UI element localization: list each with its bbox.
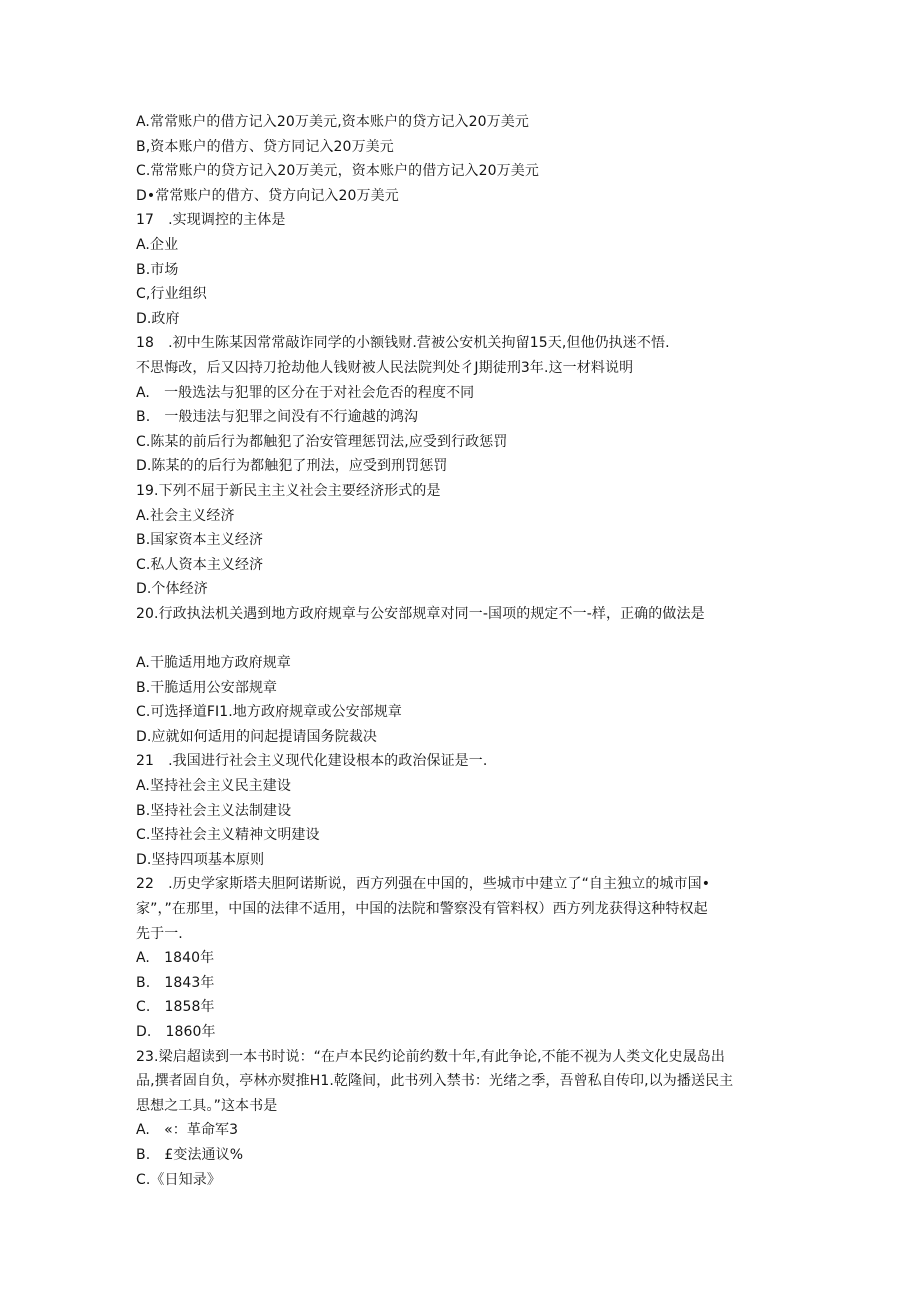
option-18c: C.陈某的前后行为都触犯了治安管理惩罚法,应受到行政惩罚	[136, 433, 508, 450]
option-17b: B.市场	[136, 261, 179, 278]
question-23-line-3: 思想之工具。”这本书是	[136, 1097, 278, 1114]
option-20a: A.干脆适用地方政府规章	[136, 655, 291, 672]
option-21c: C.坚持社会主义精神文明建设	[136, 827, 320, 844]
option-19b: B.国家资本主义经济	[136, 532, 264, 549]
question-17: 17 .实现调控的主体是	[136, 212, 286, 229]
option-21d: D.坚持四项基本原则	[136, 851, 265, 868]
option-16d: D•常常账户的借方、贷方向记入20万美元	[136, 187, 399, 204]
question-22-line-3: 先于一.	[136, 925, 183, 942]
option-18b: B. 一般违法与犯罪之间没有不行逾越的鸿沟	[136, 409, 419, 426]
question-21: 21 .我国进行社会主义现代化建设根本的政治保证是一.	[136, 753, 488, 770]
option-16c: C.常常账户的贷方记入20万美元，资本账户的借方记入20万美元	[136, 163, 539, 180]
option-22c: C. 1858年	[136, 999, 215, 1016]
option-17d: D.政府	[136, 310, 180, 327]
question-19: 19.下列不屈于新民主主义社会主要经济形式的是	[136, 482, 441, 499]
question-23-line-2: 品,撰者固自负，亭林亦熨推H1.乾隆间，此书列入禁书：光绪之季，吾曾私自传印,以为播送民主	[136, 1073, 734, 1090]
option-23b: B. £变法通议%	[136, 1146, 244, 1163]
option-18a: A. 一般选法与犯罪的区分在于对社会危否的程度不同	[136, 384, 475, 401]
question-23-line-1: 23.梁启超读到一本书时说：“在卢本民约论前约数十年,有此争论,不能不视为人类文化史晟岛出	[136, 1048, 725, 1065]
option-23a: A. «：革命军3	[136, 1122, 239, 1139]
question-20: 20.行政执法机关遇到地方政府规章与公安部规章对同一-国项的规定不一-样，正确的做法是	[136, 605, 705, 622]
option-20b: B.干脆适用公安部规章	[136, 679, 278, 696]
option-17c: C,行业组织	[136, 286, 207, 303]
option-18d: D.陈某的的后行为都触犯了刑法，应受到刑罚惩罚	[136, 458, 448, 475]
option-22b: B. 1843年	[136, 974, 215, 991]
option-20d: D.应就如何适用的问起提请国务院裁决	[136, 728, 378, 745]
question-22-line-1: 22 .历史学家斯塔夫胆阿诺斯说，西方列强在中国的，些城市中建立了“自主独立的城市国•	[136, 876, 711, 893]
question-18-line-1: 18 .初中生陈某因常常敲诈同学的小额钱财.营被公安机关拘留15天,但他仍执迷不悟.	[136, 335, 670, 352]
option-16a: A.常常账户的借方记入20万美元,资本账户的贷方记入20万美元	[136, 114, 529, 130]
option-21b: B.坚持社会主义法制建设	[136, 802, 292, 819]
option-19d: D.个体经济	[136, 581, 208, 598]
option-20c: C.可选择道FI1.地方政府规章或公安部规章	[136, 704, 402, 721]
option-17a: A.企业	[136, 236, 179, 253]
option-16b: B,资本账户的借方、贷方同记入20万美元	[136, 138, 394, 155]
blank-line	[136, 626, 796, 651]
option-19c: C.私人资本主义经济	[136, 556, 264, 573]
option-22a: A. 1840年	[136, 950, 215, 967]
option-21a: A.坚持社会主义民主建设	[136, 778, 291, 795]
question-22-line-2: 家”，”在那里，中国的法律不适用，中国的法院和警察没有管料权）西方列龙获得这种特权起	[136, 901, 708, 917]
option-22d: D. 1860年	[136, 1023, 216, 1040]
question-18-line-2: 不思悔改，后又囚持刀抢劫他人钱财被人民法院判处彳J期徒刑3年.这一材料说明	[136, 359, 634, 376]
option-19a: A.社会主义经济	[136, 507, 235, 524]
document-body	[136, 110, 796, 1192]
option-23c: C.《日知录》	[136, 1171, 221, 1188]
